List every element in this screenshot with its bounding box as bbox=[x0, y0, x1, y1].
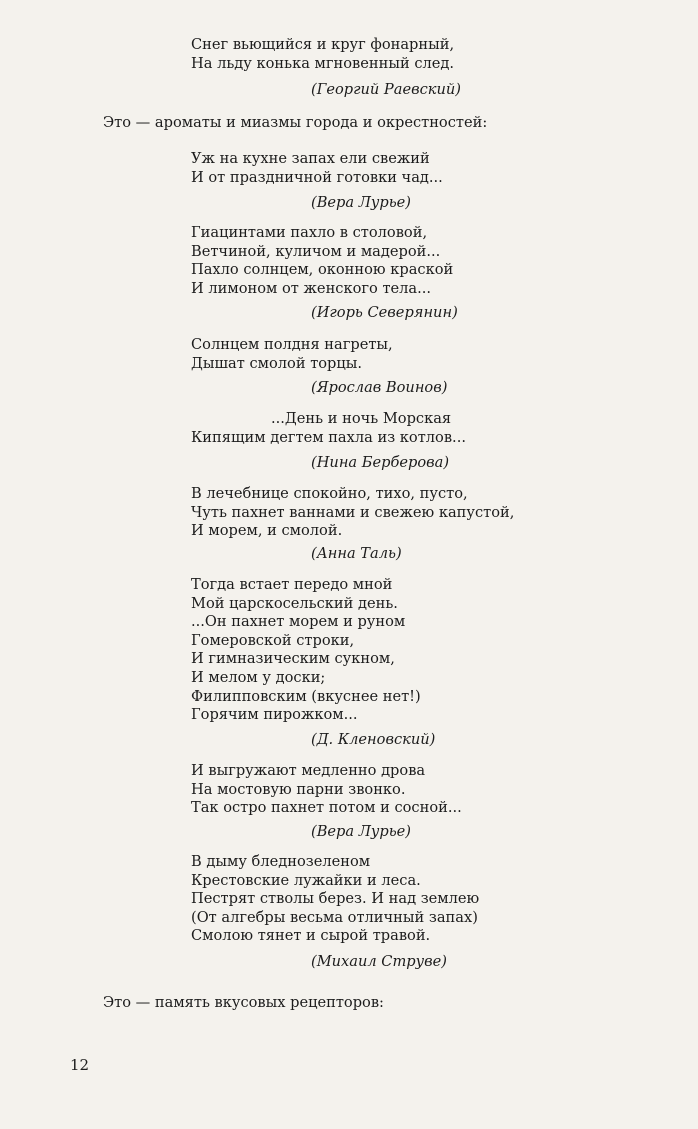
poem-stanza bbox=[191, 36, 631, 73]
poem-line: Горячим пирожком... bbox=[191, 706, 358, 724]
poem-line: (От алгебры весьма отличный запах) bbox=[191, 908, 478, 926]
poem-line: Ветчиной, куличом и мадерой... bbox=[191, 242, 441, 260]
poem-stanza bbox=[191, 485, 631, 541]
poem-line: И гимназическим сукном, bbox=[191, 650, 395, 668]
poem-line: Гиацинтами пахло в столовой, bbox=[191, 224, 428, 241]
poem-stanza bbox=[191, 576, 631, 725]
poem-attribution: (Георгий Раевский) bbox=[311, 81, 461, 98]
poem-line: Так остро пахнет потом и сосной... bbox=[191, 799, 462, 817]
poem-line: ...Он пахнет морем и руном bbox=[191, 613, 406, 631]
poem-attribution: (Анна Таль) bbox=[311, 545, 402, 562]
poem-line: И лимоном от женского тела... bbox=[191, 279, 432, 297]
poem-attribution: (Д. Кленовский) bbox=[311, 731, 436, 748]
poem-line: И морем, и смолой. bbox=[191, 522, 343, 540]
poem-line: И мелом у доски; bbox=[191, 668, 326, 686]
poem-line: Смолою тянет и сырой травой. bbox=[191, 927, 431, 945]
poem-line: И от праздничной готовки чад... bbox=[191, 168, 443, 186]
poem-line: В лечебнице спокойно, тихо, пусто, bbox=[191, 485, 468, 502]
poem-line: Чуть пахнет ваннами и свежею капустой, bbox=[191, 503, 515, 521]
poem-attribution: (Михаил Струве) bbox=[311, 953, 447, 970]
poem-line: Кипящим дегтем пахла из котлов... bbox=[191, 428, 466, 446]
poem-line: ...День и ночь Морская bbox=[271, 410, 452, 427]
poem-stanza bbox=[191, 224, 631, 298]
poem-line: Крестовские лужайки и леса. bbox=[191, 871, 421, 889]
poem-stanza bbox=[191, 762, 631, 818]
prose-line: Это — память вкусовых рецепторов: bbox=[103, 994, 384, 1011]
poem-line: На мостовую парни звонко. bbox=[191, 780, 406, 798]
poem-line: Солнцем полдня нагреты, bbox=[191, 336, 393, 353]
poem-line: Тогда встает передо мной bbox=[191, 576, 393, 593]
page-number: 12 bbox=[70, 1056, 90, 1074]
poem-line: Филипповским (вкуснее нет!) bbox=[191, 687, 421, 705]
poem-stanza bbox=[191, 853, 631, 946]
prose-line: Это — ароматы и миазмы города и окрестностей: bbox=[103, 114, 488, 131]
poem-attribution: (Вера Лурье) bbox=[311, 823, 411, 840]
poem-line: Дышат смолой торцы. bbox=[191, 354, 363, 372]
poem-line: На льду конька мгновенный след. bbox=[191, 54, 455, 72]
poem-attribution: (Вера Лурье) bbox=[311, 194, 411, 211]
poem-line: Мой царскосельский день. bbox=[191, 594, 398, 612]
poem-attribution: (Игорь Северянин) bbox=[311, 304, 458, 321]
poem-line: Пахло солнцем, оконною краской bbox=[191, 261, 454, 279]
poem-line: Пестрят стволы берез. И над землею bbox=[191, 890, 480, 908]
poem-line: В дыму бледнозеленом bbox=[191, 853, 371, 870]
poem-line: И выгружают медленно дрова bbox=[191, 762, 426, 779]
poem-stanza bbox=[191, 336, 631, 373]
poem-attribution: (Ярослав Воинов) bbox=[311, 379, 448, 396]
poem-line: Гомеровской строки, bbox=[191, 631, 355, 649]
poem-line: Уж на кухне запах ели свежий bbox=[191, 150, 430, 167]
poem-stanza bbox=[191, 150, 631, 187]
poem-line: Снег вьющийся и круг фонарный, bbox=[191, 36, 455, 53]
poem-attribution: (Нина Берберова) bbox=[311, 454, 450, 471]
poem-stanza bbox=[191, 410, 631, 447]
